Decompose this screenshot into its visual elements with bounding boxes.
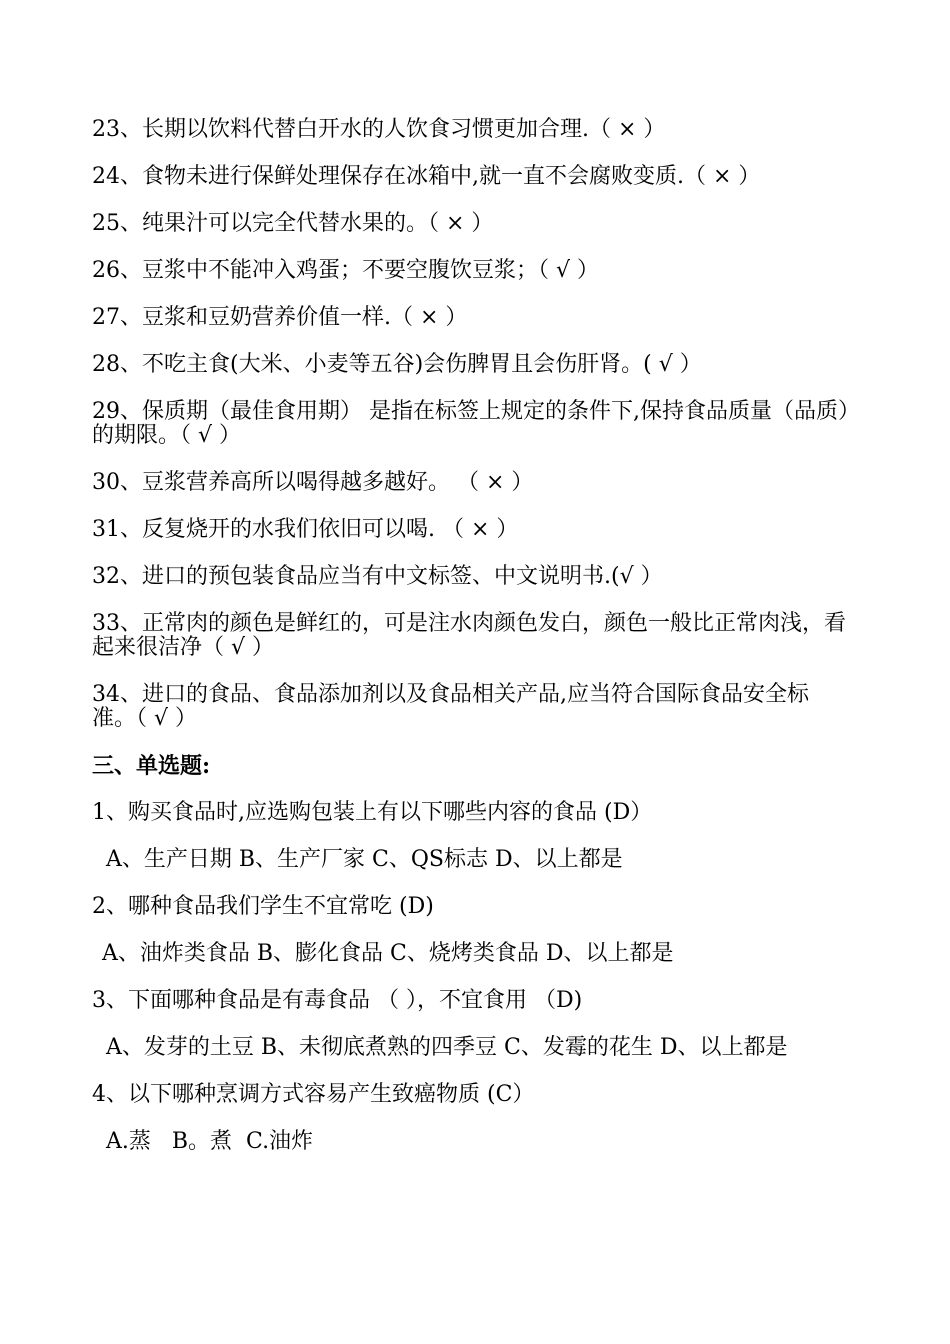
mc-question-2: 2、哪种食品我们学生不宜常吃 (D): [92, 894, 434, 919]
mc-question-2-options: A、油炸类食品 B、膨化食品 C、烧烤类食品 D、以上都是: [102, 941, 674, 966]
tf-question-26: 26、豆浆中不能冲入鸡蛋；不要空腹饮豆浆；（ √ ）: [92, 258, 600, 283]
mc-question-4-options: A.蒸 B。煮 C.油炸: [106, 1129, 314, 1154]
section-title-single-choice: 三、单选题:: [92, 753, 211, 779]
mc-question-4: 4、以下哪种烹调方式容易产生致癌物质 (C）: [92, 1082, 535, 1107]
tf-question-29: 29、保质期（最佳食用期） 是指在标签上规定的条件下,保持食品质量（品质）的期限。（ √ ）: [92, 399, 849, 448]
mc-question-1: 1、购买食品时,应选购包装上有以下哪些内容的食品 (D）: [92, 800, 653, 825]
tf-question-30: 30、豆浆营养高所以喝得越多越好。 （ × ）: [92, 470, 534, 495]
mc-question-3: 3、下面哪种食品是有毒食品 （ ），不宜食用 （D): [92, 988, 583, 1013]
tf-question-24: 24、食物未进行保鲜处理保存在冰箱中,就一直不会腐败变质.（ × ）: [92, 164, 761, 189]
tf-question-23: 23、长期以饮料代替白开水的人饮食习惯更加合理.（ × ）: [92, 117, 666, 142]
tf-question-32: 32、进口的预包装食品应当有中文标签、中文说明书.(√ ）: [92, 564, 663, 589]
tf-question-31: 31、反复烧开的水我们依旧可以喝. （ × ）: [92, 517, 519, 542]
tf-question-25: 25、纯果汁可以完全代替水果的。（ × ）: [92, 211, 494, 236]
tf-question-27: 27、豆浆和豆奶营养价值一样.（ × ）: [92, 305, 468, 330]
tf-question-34: 34、进口的食品、食品添加剂以及食品相关产品,应当符合国际食品安全标准。（ √ ）: [92, 682, 809, 731]
tf-question-28: 28、不吃主食(大米、小麦等五谷)会伤脾胃且会伤肝肾。( √ ）: [92, 352, 702, 377]
mc-question-1-options: A、生产日期 B、生产厂家 C、QS标志 D、以上都是: [106, 847, 623, 872]
mc-question-3-options: A、发芽的土豆 B、未彻底煮熟的四季豆 C、发霉的花生 D、以上都是: [106, 1035, 788, 1060]
tf-question-33: 33、正常肉的颜色是鲜红的，可是注水肉颜色发白，颜色一般比正常肉浅，看起来很洁净（ √ ）: [92, 611, 846, 660]
document-body: [92, 118, 852, 1177]
